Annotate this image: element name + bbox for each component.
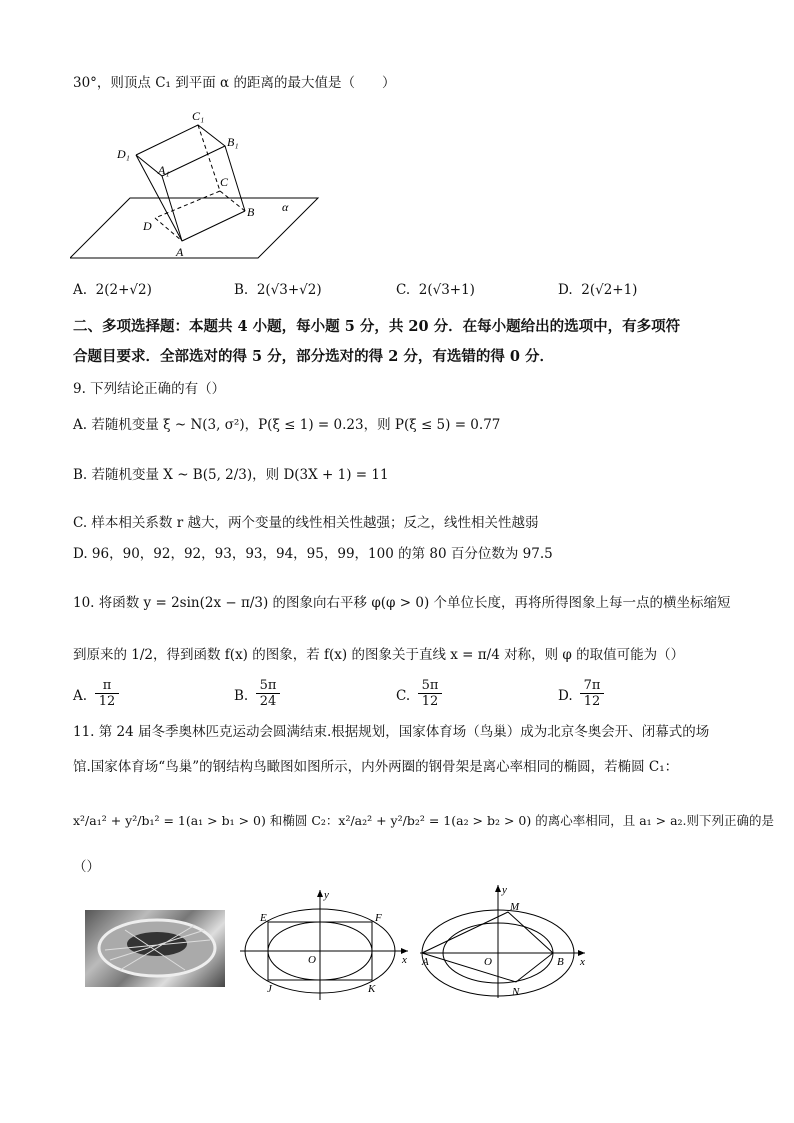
option-label: C. (396, 688, 411, 704)
q11-line3: x²/a₁² + y²/b₁² = 1(a₁ > b₁ > 0) 和椭圆 C₂：x²/a₂² + y²/b₂² = 1(a₂ > b₂ > 0) 的离心率相同，且 a₁ > a₂.则下列正确的是 (73, 813, 775, 828)
q9-option-d: D. 96，90，92，92，93，93，94，95，99，100 的第 80 百分位数为 97.5 (73, 546, 553, 562)
ellipse-figure-2 (420, 880, 590, 998)
q11-line2: 馆.国家体育场“鸟巢”的钢结构鸟瞰图如图所示，内外两圈的钢骨架是离心率相同的椭圆，若椭圆 C₁： (73, 759, 679, 775)
option-value: 2(2+√2) (95, 282, 152, 298)
label-A1: A₁ (158, 163, 170, 177)
q11-line4: （） (73, 859, 100, 875)
q10-option-d (558, 678, 638, 718)
label-alpha: α (282, 200, 289, 214)
fraction-numerator: 7π (583, 678, 601, 693)
q9-option-b: B. 若随机变量 X ~ B(5, 2/3)，则 D(3X + 1) = 11 (73, 467, 389, 483)
fig2-y-label: y (502, 884, 507, 896)
ellipse-figure-1 (240, 885, 415, 1000)
option-value: 2(√3+√2) (256, 282, 322, 298)
option-label: A. (73, 282, 88, 298)
label-A: A (176, 245, 184, 259)
label-C: C (220, 175, 229, 189)
option-label: B. (234, 688, 249, 704)
section-header-line2: 合题目要求．全部选对的得 5 分，部分选对的得 2 分，有选错的得 0 分． (73, 348, 555, 365)
q8-option-a (73, 282, 152, 298)
fig1-x-label: x (402, 954, 407, 966)
label-B: B (247, 205, 255, 219)
birds-nest-photo (85, 910, 225, 987)
fig1-origin-label: O (308, 954, 316, 966)
q8-prism-figure (70, 108, 330, 260)
q11-line1: 11. 第 24 届冬季奥林匹克运动会圆满结束.根据规划，国家体育场（鸟巢）成为北京冬奥会开、闭幕式的场 (73, 724, 710, 740)
q10-option-a (73, 678, 153, 718)
option-value: 2(√3+1) (418, 282, 475, 298)
fraction-numerator: 5π (421, 678, 439, 693)
q10-line1: 10. 将函数 y = 2sin(2x − π/3) 的图象向右平移 φ(φ > 0) 个单位长度，再将所得图象上每一点的横坐标缩短 (73, 595, 731, 611)
label-B1: B₁ (227, 135, 239, 149)
fig2-x-label: x (580, 956, 585, 968)
option-label: A. (73, 688, 88, 704)
fig2-B-label: B (557, 956, 564, 968)
q10-option-c (396, 678, 476, 718)
q8-option-d (558, 282, 637, 298)
label-D: D (143, 219, 152, 233)
q9-stem: 9. 下列结论正确的有（） (73, 381, 226, 397)
label-C1: C₁ (192, 109, 205, 123)
option-label: D. (558, 688, 573, 704)
option-value: 2(√2+1) (581, 282, 638, 298)
fig2-N-label: N (512, 986, 520, 998)
fraction-denominator: 12 (580, 693, 604, 709)
option-label: B. (234, 282, 249, 298)
q8-option-c (396, 282, 475, 298)
fraction-denominator: 12 (95, 693, 119, 709)
fig1-F-label: F (375, 912, 382, 924)
q8-option-b (234, 282, 322, 298)
fig1-y-label: y (324, 889, 329, 901)
q10-option-b (234, 678, 314, 718)
fig2-A-label: A (422, 956, 429, 968)
q9-option-a: A. 若随机变量 ξ ~ N(3, σ²)，P(ξ ≤ 1) = 0.23，则 P(ξ ≤ 5) = 0.77 (73, 417, 501, 433)
fig2-M-label: M (510, 901, 520, 913)
fraction-denominator: 24 (256, 693, 280, 709)
fig1-J-label: J (267, 983, 272, 995)
fraction-denominator: 12 (418, 693, 442, 709)
option-label: C. (396, 282, 411, 298)
section-header-line1: 二、多项选择题：本题共 4 小题，每小题 5 分，共 20 分．在每小题给出的选项中，有多项符 (73, 318, 681, 335)
q8-stem-line: 30°，则顶点 C₁ 到平面 α 的距离的最大值是（ ） (73, 75, 396, 91)
fraction-numerator: π (102, 678, 112, 693)
fig1-K-label: K (368, 983, 376, 995)
fraction-numerator: 5π (259, 678, 277, 693)
q9-option-c: C. 样本相关系数 r 越大，两个变量的线性相关性越强；反之，线性相关性越弱 (73, 515, 539, 531)
fig2-origin-label: O (484, 956, 492, 968)
q10-line2: 到原来的 1/2，得到函数 f(x) 的图象，若 f(x) 的图象关于直线 x = π/4 对称，则 φ 的取值可能为（） (73, 647, 685, 663)
label-D1: D₁ (117, 147, 130, 161)
fig1-E-label: E (260, 912, 267, 924)
option-label: D. (558, 282, 573, 298)
